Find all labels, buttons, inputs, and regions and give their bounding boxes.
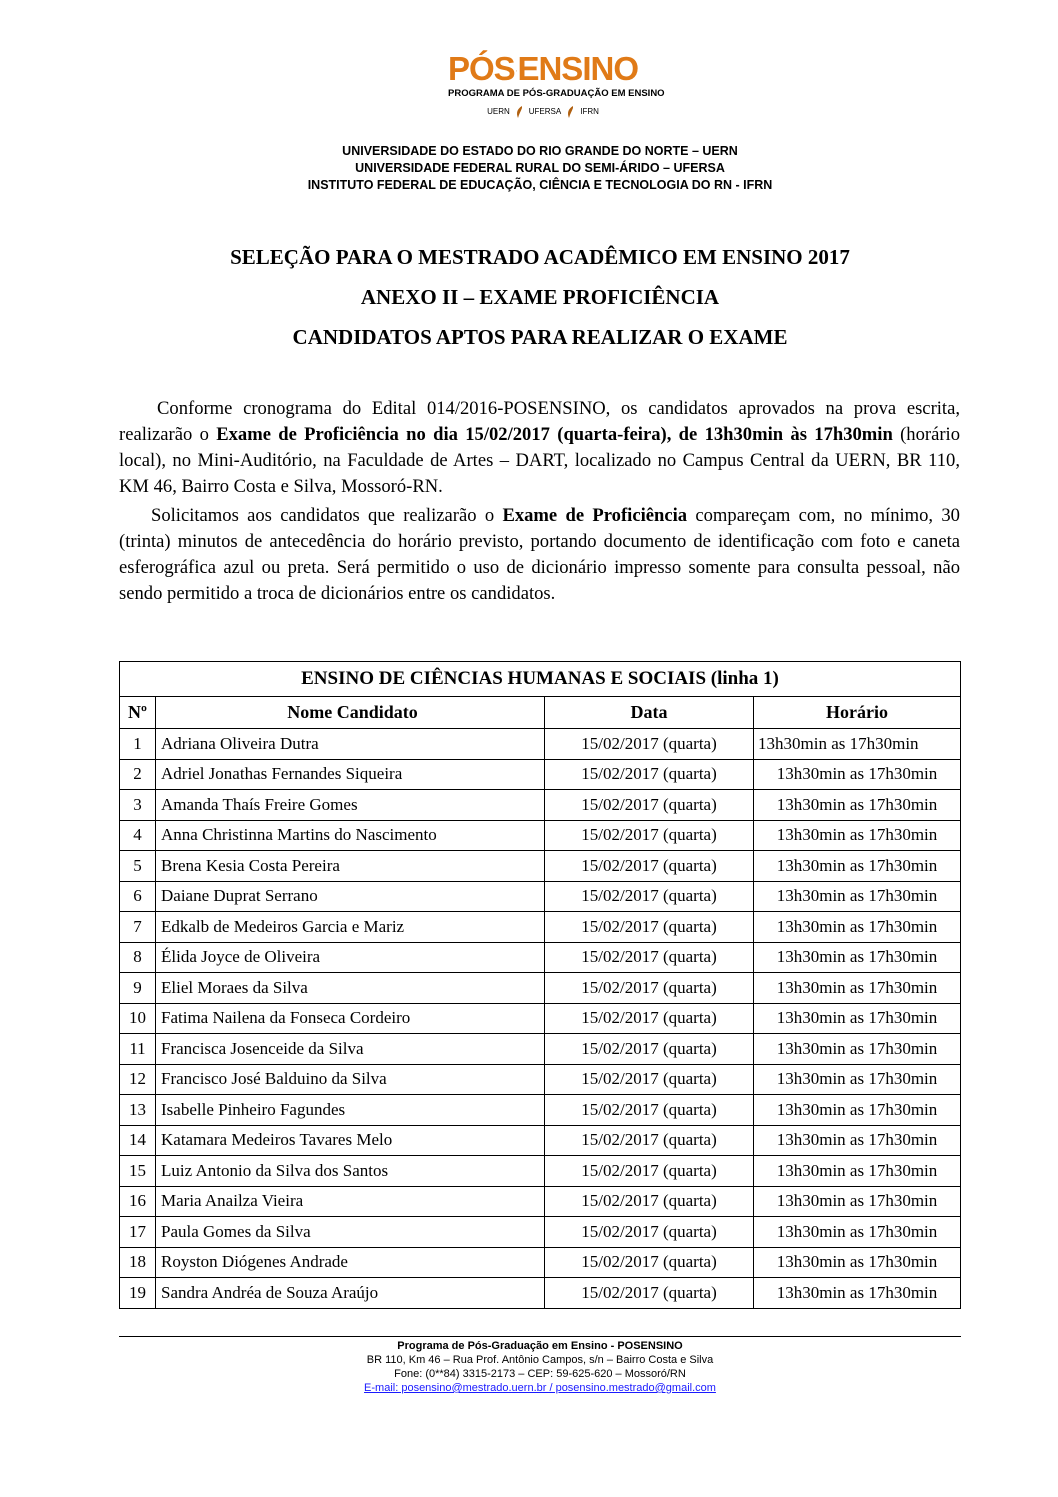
cell-number: 2 <box>120 759 156 790</box>
logo-word-left: PÓS <box>448 50 515 87</box>
cell-time: 13h30min as 17h30min <box>754 1034 961 1065</box>
cell-time: 13h30min as 17h30min <box>754 1003 961 1034</box>
cell-time: 13h30min as 17h30min <box>754 1217 961 1248</box>
table-row <box>120 851 961 882</box>
cell-date: 15/02/2017 (quarta) <box>545 729 754 760</box>
logo-inst-ifrn: IFRN <box>580 107 599 116</box>
cell-candidate-name: Adriana Oliveira Dutra <box>156 729 545 760</box>
table-row <box>120 881 961 912</box>
cell-number: 11 <box>120 1034 156 1065</box>
cell-candidate-name: Maria Anailza Vieira <box>156 1186 545 1217</box>
cell-time: 13h30min as 17h30min <box>754 851 961 882</box>
column-header-name: Nome Candidato <box>156 697 545 729</box>
cell-date: 15/02/2017 (quarta) <box>545 1278 754 1309</box>
leaf-icon <box>516 106 523 118</box>
cell-candidate-name: Élida Joyce de Oliveira <box>156 942 545 973</box>
candidates-table <box>119 661 961 1309</box>
cell-candidate-name: Adriel Jonathas Fernandes Siqueira <box>156 759 545 790</box>
cell-number: 3 <box>120 790 156 821</box>
table-row <box>120 1186 961 1217</box>
logo-word-right: ENSINO <box>517 50 638 87</box>
cell-date: 15/02/2017 (quarta) <box>545 790 754 821</box>
logo-inst-uern: UERN <box>487 107 510 116</box>
cell-time: 13h30min as 17h30min <box>754 790 961 821</box>
column-header-time: Horário <box>754 697 961 729</box>
institutions-header <box>180 143 900 194</box>
logo-wordmark <box>448 52 638 86</box>
footer-divider <box>119 1336 961 1337</box>
cell-number: 18 <box>120 1247 156 1278</box>
table-row <box>120 759 961 790</box>
cell-candidate-name: Fatima Nailena da Fonseca Cordeiro <box>156 1003 545 1034</box>
cell-time: 13h30min as 17h30min <box>754 1278 961 1309</box>
cell-candidate-name: Sandra Andréa de Souza Araújo <box>156 1278 545 1309</box>
cell-date: 15/02/2017 (quarta) <box>545 1156 754 1187</box>
footer-email-link[interactable]: E-mail: posensino@mestrado.uern.br / posensino.mestrado@gmail.com <box>364 1382 716 1394</box>
paragraph-bold-text: Exame de Proficiência <box>502 505 688 526</box>
table-header-row <box>120 697 961 729</box>
cell-candidate-name: Edkalb de Medeiros Garcia e Mariz <box>156 912 545 943</box>
cell-time: 13h30min as 17h30min <box>754 912 961 943</box>
cell-candidate-name: Katamara Medeiros Tavares Melo <box>156 1125 545 1156</box>
cell-date: 15/02/2017 (quarta) <box>545 912 754 943</box>
table-row <box>120 790 961 821</box>
cell-time: 13h30min as 17h30min <box>754 1247 961 1278</box>
footer-address: BR 110, Km 46 – Rua Prof. Antônio Campos, s/n – Bairro Costa e Silva <box>366 1354 714 1366</box>
cell-time: 13h30min as 17h30min <box>754 1186 961 1217</box>
cell-time: 13h30min as 17h30min <box>754 1095 961 1126</box>
paragraph-text: Conforme cronograma do Edital 014/2016-POSENSINO, os candidatos aprovados na prova escrita, realizarão o <box>119 398 960 445</box>
table-row <box>120 820 961 851</box>
footer-title: Programa de Pós-Graduação em Ensino - POSENSINO <box>397 1340 683 1352</box>
table-row <box>120 1125 961 1156</box>
cell-number: 9 <box>120 973 156 1004</box>
table-caption: ENSINO DE CIÊNCIAS HUMANAS E SOCIAIS (linha 1) <box>120 662 961 697</box>
cell-date: 15/02/2017 (quarta) <box>545 820 754 851</box>
cell-date: 15/02/2017 (quarta) <box>545 759 754 790</box>
cell-number: 10 <box>120 1003 156 1034</box>
cell-date: 15/02/2017 (quarta) <box>545 1064 754 1095</box>
cell-candidate-name: Francisca Josenceide da Silva <box>156 1034 545 1065</box>
document-titles <box>120 243 960 363</box>
cell-time: 13h30min as 17h30min <box>754 759 961 790</box>
leaf-icon <box>516 56 517 86</box>
cell-candidate-name: Anna Christinna Martins do Nascimento <box>156 820 545 851</box>
table-row <box>120 912 961 943</box>
cell-candidate-name: Amanda Thaís Freire Gomes <box>156 790 545 821</box>
cell-date: 15/02/2017 (quarta) <box>545 881 754 912</box>
cell-number: 8 <box>120 942 156 973</box>
paragraph-schedule <box>119 396 960 500</box>
table-row <box>120 1064 961 1095</box>
cell-date: 15/02/2017 (quarta) <box>545 942 754 973</box>
institution-line: UNIVERSIDADE FEDERAL RURAL DO SEMI-ÁRIDO – UFERSA <box>355 161 725 175</box>
footer <box>119 1339 961 1395</box>
institution-line: UNIVERSIDADE DO ESTADO DO RIO GRANDE DO NORTE – UERN <box>342 144 738 158</box>
cell-time: 13h30min as 17h30min <box>754 881 961 912</box>
cell-date: 15/02/2017 (quarta) <box>545 851 754 882</box>
table-row <box>120 1034 961 1065</box>
cell-number: 12 <box>120 1064 156 1095</box>
posensino-logo <box>448 50 665 132</box>
cell-number: 16 <box>120 1186 156 1217</box>
table-row <box>120 1156 961 1187</box>
cell-date: 15/02/2017 (quarta) <box>545 1217 754 1248</box>
cell-date: 15/02/2017 (quarta) <box>545 1186 754 1217</box>
table-row <box>120 1095 961 1126</box>
cell-time: 13h30min as 17h30min <box>754 942 961 973</box>
cell-candidate-name: Brena Kesia Costa Pereira <box>156 851 545 882</box>
paragraph-instructions <box>119 503 960 607</box>
table-row <box>120 1278 961 1309</box>
title-selection: SELEÇÃO PARA O MESTRADO ACADÊMICO EM ENSINO 2017 <box>230 245 850 269</box>
cell-time: 13h30min as 17h30min <box>754 1064 961 1095</box>
cell-candidate-name: Luiz Antonio da Silva dos Santos <box>156 1156 545 1187</box>
paragraph-bold-text: Exame de Proficiência no dia 15/02/2017 (quarta-feira), de 13h30min às 17h30min <box>216 424 893 445</box>
cell-time: 13h30min as 17h30min <box>754 820 961 851</box>
cell-number: 5 <box>120 851 156 882</box>
logo-subtitle: PROGRAMA DE PÓS-GRADUAÇÃO EM ENSINO <box>448 88 665 99</box>
column-header-date: Data <box>545 697 754 729</box>
cell-number: 14 <box>120 1125 156 1156</box>
cell-number: 4 <box>120 820 156 851</box>
cell-number: 17 <box>120 1217 156 1248</box>
cell-date: 15/02/2017 (quarta) <box>545 1034 754 1065</box>
logo-institutions <box>448 106 638 118</box>
cell-candidate-name: Paula Gomes da Silva <box>156 1217 545 1248</box>
table-row <box>120 942 961 973</box>
cell-candidate-name: Eliel Moraes da Silva <box>156 973 545 1004</box>
cell-time: 13h30min as 17h30min <box>754 1156 961 1187</box>
institution-line: INSTITUTO FEDERAL DE EDUCAÇÃO, CIÊNCIA E TECNOLOGIA DO RN - IFRN <box>307 178 773 192</box>
cell-candidate-name: Francisco José Balduino da Silva <box>156 1064 545 1095</box>
column-header-number: Nº <box>120 697 156 729</box>
title-candidates: CANDIDATOS APTOS PARA REALIZAR O EXAME <box>292 325 788 349</box>
cell-candidate-name: Isabelle Pinheiro Fagundes <box>156 1095 545 1126</box>
cell-date: 15/02/2017 (quarta) <box>545 1003 754 1034</box>
table-row <box>120 1003 961 1034</box>
cell-candidate-name: Daiane Duprat Serrano <box>156 881 545 912</box>
cell-number: 15 <box>120 1156 156 1187</box>
cell-number: 6 <box>120 881 156 912</box>
table-row <box>120 1247 961 1278</box>
cell-number: 13 <box>120 1095 156 1126</box>
cell-candidate-name: Royston Diógenes Andrade <box>156 1247 545 1278</box>
cell-number: 1 <box>120 729 156 760</box>
table-row <box>120 973 961 1004</box>
cell-date: 15/02/2017 (quarta) <box>545 973 754 1004</box>
cell-time: 13h30min as 17h30min <box>754 729 961 760</box>
cell-number: 19 <box>120 1278 156 1309</box>
table-row <box>120 1217 961 1248</box>
footer-phone: Fone: (0**84) 3315-2173 – CEP: 59-625-620 – Mossoró/RN <box>394 1368 686 1380</box>
cell-date: 15/02/2017 (quarta) <box>545 1125 754 1156</box>
cell-date: 15/02/2017 (quarta) <box>545 1095 754 1126</box>
cell-time: 13h30min as 17h30min <box>754 973 961 1004</box>
cell-number: 7 <box>120 912 156 943</box>
leaf-icon <box>567 106 574 118</box>
paragraph-text: compareçam com, no mínimo, 30 (trinta) minutos de antecedência do horário previsto, portando documento de identificação com foto e caneta esferográfica azul ou preta. Será permitido o uso de dicionário impresso somente para consulta pessoal, não sendo permitido a troca de dicionários entre os candidatos. <box>119 505 960 604</box>
paragraph-text: (horário local), no Mini-Auditório, na Faculdade de Artes – DART, localizado no Campus Central da UERN, BR 110, KM 46, Bairro Costa e Silva, Mossoró-RN. <box>119 424 960 497</box>
title-annex: ANEXO II – EXAME PROFICIÊNCIA <box>360 285 720 309</box>
cell-date: 15/02/2017 (quarta) <box>545 1247 754 1278</box>
logo-inst-ufersa: UFERSA <box>528 107 562 116</box>
cell-time: 13h30min as 17h30min <box>754 1125 961 1156</box>
paragraph-text: Solicitamos aos candidatos que realizarão o <box>151 505 503 526</box>
table-row <box>120 729 961 760</box>
